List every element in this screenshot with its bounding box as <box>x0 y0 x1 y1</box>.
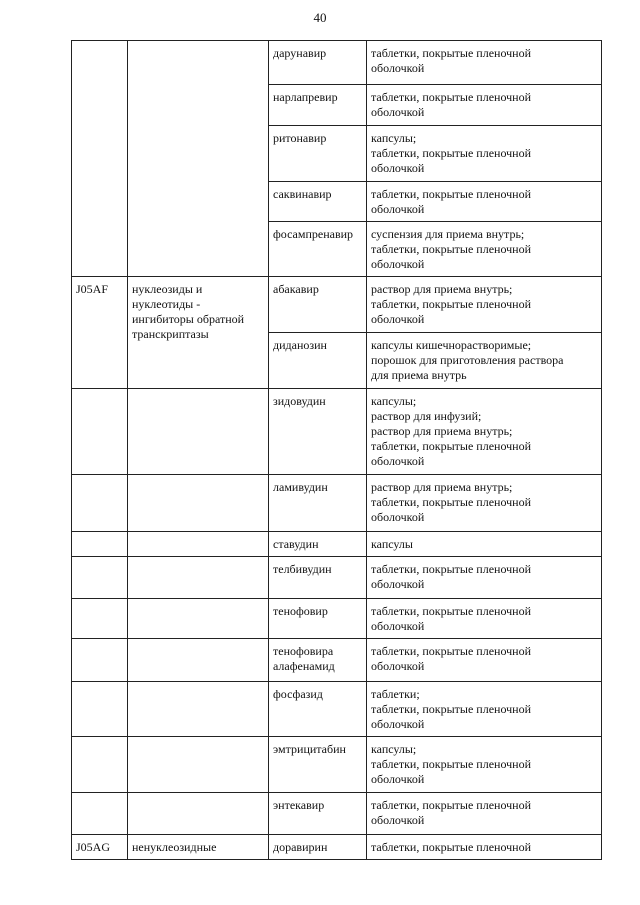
dosage-form-cell: капсулы <box>367 532 602 557</box>
drug-name-cell: эмтрицитабин <box>269 737 367 793</box>
dosage-form-cell: таблетки, покрытые пленочной оболочкой <box>367 182 602 222</box>
dosage-form-cell: таблетки, покрытые пленочной <box>367 835 602 860</box>
dosage-form-cell: раствор для приема внутрь; таблетки, покрытые пленочной оболочкой <box>367 277 602 333</box>
table-row <box>72 41 602 85</box>
atc-code-cell: J05AF <box>72 277 128 389</box>
drug-name-cell: абакавир <box>269 277 367 333</box>
atc-code-cell <box>72 737 128 793</box>
dosage-form-cell: таблетки, покрытые пленочной оболочкой <box>367 41 602 85</box>
dosage-form-cell: таблетки, покрытые пленочной оболочкой <box>367 639 602 682</box>
drug-name-cell: ламивудин <box>269 475 367 532</box>
drug-name-cell: ставудин <box>269 532 367 557</box>
table-row <box>72 475 602 532</box>
dosage-form-cell: таблетки, покрытые пленочной оболочкой <box>367 557 602 599</box>
table-row <box>72 639 602 682</box>
dosage-form-cell: таблетки, покрытые пленочной оболочкой <box>367 85 602 126</box>
atc-code-cell <box>72 793 128 835</box>
group-cell <box>128 557 269 599</box>
group-cell <box>128 737 269 793</box>
drug-table <box>71 40 602 860</box>
drug-name-cell: доравирин <box>269 835 367 860</box>
drug-name-cell: телбивудин <box>269 557 367 599</box>
table-row <box>72 277 602 333</box>
page-number: 40 <box>313 10 327 25</box>
dosage-form-cell: капсулы; таблетки, покрытые пленочной оболочкой <box>367 126 602 182</box>
group-cell: ненуклеозидные <box>128 835 269 860</box>
table-row <box>72 737 602 793</box>
atc-code-cell <box>72 41 128 277</box>
drug-name-cell: нарлапревир <box>269 85 367 126</box>
group-cell <box>128 41 269 277</box>
drug-name-cell: ритонавир <box>269 126 367 182</box>
dosage-form-cell: таблетки, покрытые пленочной оболочкой <box>367 793 602 835</box>
drug-name-cell: тенофовира алафенамид <box>269 639 367 682</box>
group-cell <box>128 599 269 639</box>
atc-code-cell <box>72 532 128 557</box>
table-row <box>72 793 602 835</box>
atc-code-cell <box>72 389 128 475</box>
table-row <box>72 389 602 475</box>
atc-code-cell <box>72 682 128 737</box>
table-row <box>72 682 602 737</box>
table-row <box>72 532 602 557</box>
drug-name-cell: диданозин <box>269 333 367 389</box>
drug-name-cell: саквинавир <box>269 182 367 222</box>
dosage-form-cell: капсулы; раствор для инфузий; раствор для приема внутрь; таблетки, покрытые пленочной оболочкой <box>367 389 602 475</box>
dosage-form-cell: капсулы; таблетки, покрытые пленочной оболочкой <box>367 737 602 793</box>
table-row <box>72 599 602 639</box>
table-row <box>72 835 602 860</box>
drug-name-cell: фосампренавир <box>269 222 367 277</box>
drug-name-cell: фосфазид <box>269 682 367 737</box>
group-cell <box>128 475 269 532</box>
drug-name-cell: тенофовир <box>269 599 367 639</box>
group-cell <box>128 532 269 557</box>
group-cell <box>128 389 269 475</box>
drug-name-cell: энтекавир <box>269 793 367 835</box>
table-row <box>72 557 602 599</box>
group-cell: нуклеозиды и нуклеотиды - ингибиторы обратной транскриптазы <box>128 277 269 389</box>
dosage-form-cell: раствор для приема внутрь; таблетки, покрытые пленочной оболочкой <box>367 475 602 532</box>
group-cell <box>128 793 269 835</box>
atc-code-cell <box>72 475 128 532</box>
dosage-form-cell: капсулы кишечнорастворимые; порошок для приготовления раствора для приема внутрь <box>367 333 602 389</box>
dosage-form-cell: таблетки; таблетки, покрытые пленочной оболочкой <box>367 682 602 737</box>
dosage-form-cell: суспензия для приема внутрь; таблетки, покрытые пленочной оболочкой <box>367 222 602 277</box>
dosage-form-cell: таблетки, покрытые пленочной оболочкой <box>367 599 602 639</box>
drug-name-cell: зидовудин <box>269 389 367 475</box>
atc-code-cell <box>72 557 128 599</box>
atc-code-cell: J05AG <box>72 835 128 860</box>
atc-code-cell <box>72 599 128 639</box>
group-cell <box>128 639 269 682</box>
group-cell <box>128 682 269 737</box>
atc-code-cell <box>72 639 128 682</box>
drug-name-cell: дарунавир <box>269 41 367 85</box>
